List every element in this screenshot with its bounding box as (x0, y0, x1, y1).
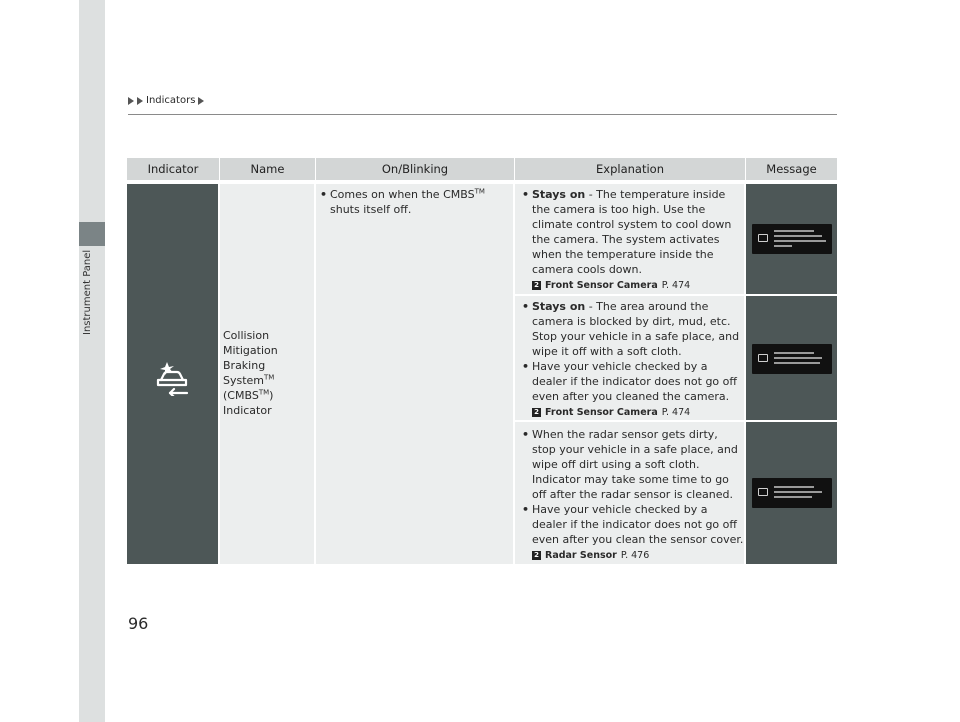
breadcrumb-arrow-icon (198, 97, 204, 105)
message-cell-2 (746, 296, 837, 420)
table-header (127, 158, 837, 180)
side-tab-bar (79, 0, 105, 722)
header-rule (128, 114, 837, 115)
breadcrumb-section[interactable]: Indicators (146, 95, 196, 106)
explanation-text-2: • Stays on - The area around the camera is blocked by dirt, mud, etc. Stop your vehicle in a safe place, and wipe it off with a soft cloth. • Have your vehicle checked by a dealer if the indicator does not go off even after you cleaned the camera. 2 Front Sensor Camera P. 474 (522, 299, 742, 420)
explanation-text-3: • When the radar sensor gets dirty, stop your vehicle in a safe place, and wipe off dirt using a soft cloth. Indicator may take some time to go off after the radar sensor is cleaned. • Have your vehicle checked by a dealer if the indicator does not go off even after you clean the sensor cover. 2 Radar Sensor P. 476 (522, 428, 744, 561)
reference-link[interactable]: 2 Radar Sensor P. 476 (532, 548, 744, 563)
reference-link[interactable]: 2 Front Sensor Camera P. 474 (532, 278, 742, 293)
header-explanation: Explanation (515, 158, 746, 180)
message-display-icon (752, 478, 832, 508)
on-blinking-cell (316, 184, 513, 564)
breadcrumb-arrow-icon (128, 97, 134, 105)
breadcrumb-arrow-icon (137, 97, 143, 105)
cmbs-indicator-icon (153, 360, 193, 396)
reference-arrow-icon: 2 (532, 281, 541, 290)
side-tab-marker (79, 222, 105, 246)
breadcrumb (128, 95, 204, 106)
header-message: Message (766, 162, 817, 176)
indicator-name: Collision Mitigation Braking System™ (CMBS™) Indicator (223, 329, 278, 417)
message-cell-3 (746, 422, 837, 564)
header-indicator: Indicator (127, 158, 220, 180)
message-display-icon (752, 224, 832, 254)
header-name: Name (220, 158, 316, 180)
explanation-text-1: • Stays on - The temperature inside the camera is too high. Use the climate control system to cool down the camera. The system activates when the temperature inside the camera cools down. 2 Front Sensor Camera P. 474 (522, 187, 742, 293)
on-blinking-text: • Comes on when the CMBS™ shuts itself off. (320, 187, 485, 216)
message-display-icon (752, 344, 832, 374)
message-cell-1 (746, 184, 837, 294)
page-number: 96 (128, 614, 149, 633)
reference-arrow-icon: 2 (532, 551, 541, 560)
reference-arrow-icon: 2 (532, 408, 541, 417)
side-tab-label: Instrument Panel (82, 250, 93, 336)
header-on-blinking: On/Blinking (316, 158, 515, 180)
indicator-cell (127, 184, 218, 564)
reference-link[interactable]: 2 Front Sensor Camera P. 474 (532, 405, 742, 420)
